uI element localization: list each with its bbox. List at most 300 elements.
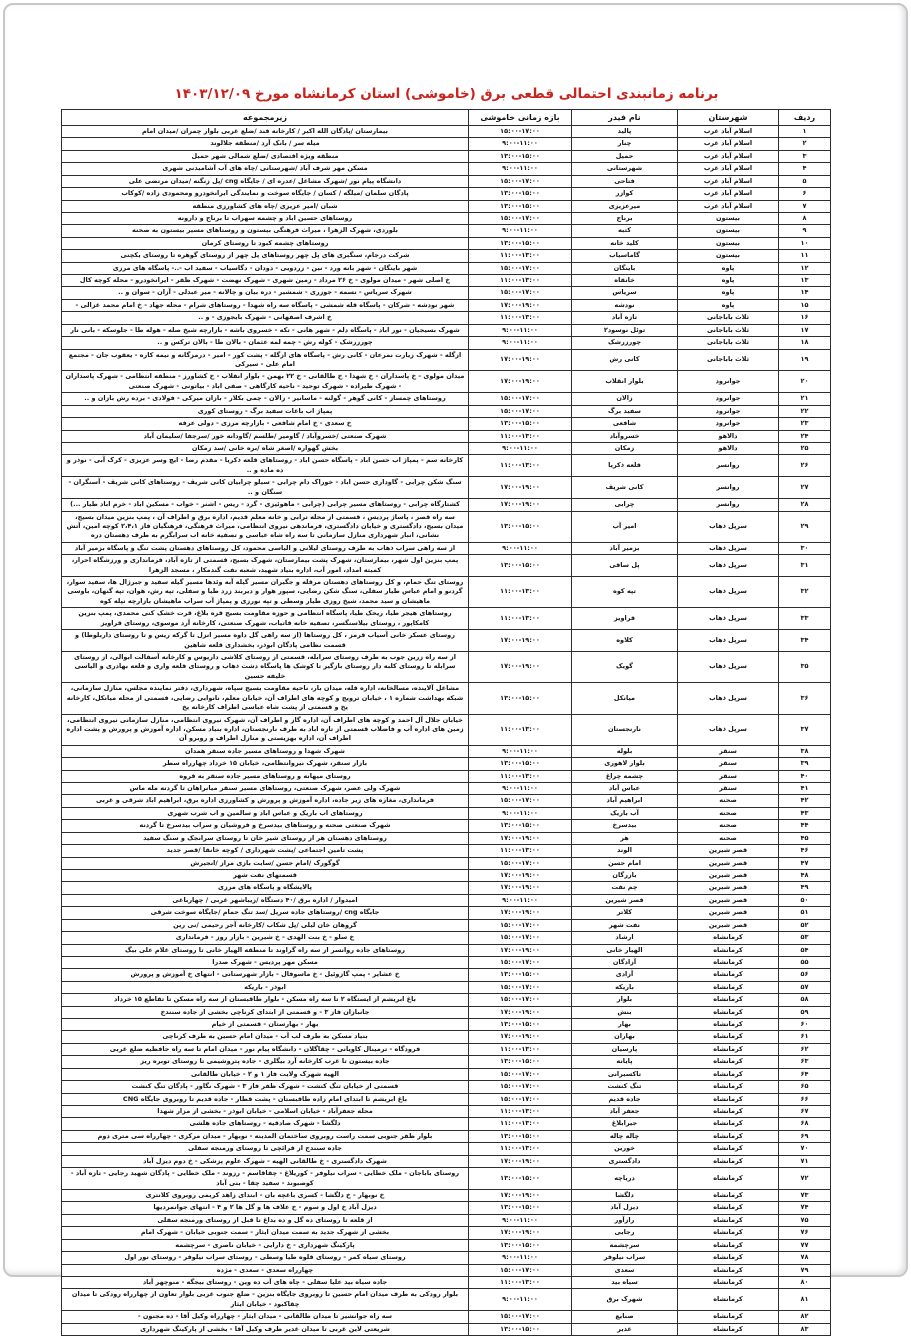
cell-details: خ اصلی شهر - میدان مولوی - خ ۲۶ مرداد - زمین شهری - شهرک نهضت - شهرک ظفر - ایرانخودرو - محله کوچه کال — [62, 275, 469, 287]
table-row — [62, 919, 831, 931]
cell-time: ۱۳:۰۰-۱۵:۰۰ — [469, 200, 572, 212]
cell-no: ۹ — [779, 225, 831, 237]
cell-feeder: بزمیر آباد — [572, 542, 678, 554]
cell-feeder: گاماسیاب — [572, 250, 678, 262]
cell-no: ۷ — [779, 200, 831, 212]
cell-details: قسمتی از خیابان تنگ کنشت - شهرک ظفر فاز ۳ - شهرک نگاور - پادگان تنگ کنشت — [62, 1081, 469, 1093]
cell-feeder: الوند — [572, 845, 678, 857]
cell-time: ۹:۰۰-۱۱:۰۰ — [469, 138, 572, 150]
cell-no: ۴۷ — [779, 857, 831, 869]
page-title: برنامه زمانبندی احتمالی قطعی برق (خاموشی) استان کرمانشاه مورخ ۱۴۰۳/۱۲/۰۹ — [174, 86, 719, 102]
cell-time: ۱۵:۰۰-۱۷:۰۰ — [469, 1264, 572, 1276]
cell-feeder: بلوار انقلاب — [572, 371, 678, 393]
cell-details: محله جعفرآباد - خیابان اسلامی - خیابان ابوذر - بخشی از مزار شهدا — [62, 1106, 469, 1118]
table-row — [62, 1202, 831, 1214]
cell-details: شهرک سریاس - نسمه - جوزری - شمشیر - دره بیان و چالانه - میر عبدلی - آزان - سوان و .. — [62, 287, 469, 299]
cell-feeder: سفید برگ — [572, 405, 678, 417]
cell-feeder: کانی شریف — [572, 477, 678, 499]
cell-county: کرمانشاه — [678, 1276, 779, 1288]
cell-time: ۱۵:۰۰-۱۷:۰۰ — [469, 393, 572, 405]
cell-feeder: چشمه چراغ — [572, 770, 678, 782]
table-row — [62, 683, 831, 714]
cell-time: ۱۳:۰۰-۱۵:۰۰ — [469, 758, 572, 770]
table-row — [62, 832, 831, 844]
cell-details: از سه راه زرین جوب به طرف روستای سرابله، قسمتی از روستای کلاشی داریوس و کارخانه آسفالت ابوالی، از روستای سرابله تا روستای کلبه دار روستای بازگیر تا کوشک ها پاسگاه دشت ذهاب و روستای قلعه واری و قلعه بهادری و الیاسی خلیفه حسین — [62, 651, 469, 682]
cell-county: پاوه — [678, 287, 779, 299]
cell-county: جوانرود — [678, 371, 779, 393]
cell-feeder: بیدسرخ — [572, 820, 678, 832]
table-row — [62, 430, 831, 442]
cell-feeder: بلوار — [572, 994, 678, 1006]
table-row — [62, 577, 831, 608]
table-row — [62, 608, 831, 630]
table-row — [62, 1143, 831, 1155]
cell-no: ۱۸ — [779, 337, 831, 349]
cell-county: کرمانشاه — [678, 1227, 779, 1239]
cell-details: بخش گهواره /اصغر شاه /بره خانی /سد زمکان — [62, 442, 469, 454]
table-row — [62, 349, 831, 371]
table-row — [62, 1043, 831, 1055]
cell-feeder: شهرستانی — [572, 163, 678, 175]
cell-feeder: جعفر آباد — [572, 1106, 678, 1118]
cell-feeder: حمیل — [572, 150, 678, 162]
cell-no: ۵۸ — [779, 994, 831, 1006]
cell-county: کرمانشاه — [678, 1239, 779, 1251]
cell-time: ۹:۰۰-۱۱:۰۰ — [469, 807, 572, 819]
cell-feeder: پل ساقی — [572, 555, 678, 577]
cell-feeder: بلوله — [572, 745, 678, 757]
cell-details: باغ ابریشم از ایستگاه ۲ تا سه راه مسکن - بلوار طاقبستان از سه راه مسکن تا تقاطع ۱۵ خرداد — [62, 994, 469, 1006]
cell-details: از سه راهی سراب ذهاب به طرف روستای لیلانی و الیاسی محمود، کل روستاهای دهستان پشت تنگ و پاسگاه بزمیر آباد — [62, 542, 469, 554]
table-row — [62, 212, 831, 224]
cell-time: ۱۱:۰۰-۱۳:۰۰ — [469, 577, 572, 608]
cell-feeder: میانکل — [572, 683, 678, 714]
cell-no: ۷۷ — [779, 1239, 831, 1251]
cell-no: ۵۷ — [779, 981, 831, 993]
cell-details: فرمانداری، مغازه های زیر جاده، اداره آموزش و پرورش و کشاورزی اداره برق، ابراهیم اباد شرقی و غربی — [62, 795, 469, 807]
cell-no: ۱۱ — [779, 250, 831, 262]
column-header-time: بازه زمانی خاموشی — [469, 110, 572, 126]
cell-county: صحنه — [678, 795, 779, 807]
cell-county: کرمانشاه — [678, 1019, 779, 1031]
cell-feeder: قراویز — [572, 608, 678, 630]
cell-feeder: سریاس — [572, 287, 678, 299]
table-row — [62, 745, 831, 757]
cell-details: کشتارگاه چرابی - روستاهای مسیر چرابی (چرابی - ماهوئیزی - گرد - ریس - اشنر - خواب - مسکین اباد - خرم اباد طیار ...) — [62, 499, 469, 511]
cell-feeder: شهرک برق — [572, 1289, 678, 1311]
cell-time: ۱۷:۰۰-۱۹:۰۰ — [469, 944, 572, 956]
table-row — [62, 455, 831, 477]
cell-county: جوانرود — [678, 418, 779, 430]
cell-county: صحنه — [678, 820, 779, 832]
table-header — [62, 110, 831, 126]
cell-details: شهرک شهدا و روستاهای مسیر جاده سنقر همدان — [62, 745, 469, 757]
cell-county: پاوه — [678, 299, 779, 311]
cell-no: ۳۱ — [779, 555, 831, 577]
cell-time: ۱۳:۰۰-۱۵:۰۰ — [469, 511, 572, 542]
table-row — [62, 299, 831, 311]
cell-county: دالاهو — [678, 442, 779, 454]
cell-county: کرمانشاه — [678, 1202, 779, 1214]
table-row — [62, 1276, 831, 1288]
cell-details: امیدوار / اداره برق /۴۰ دستگاه /زیباشهر غربی / چهارباغی — [62, 894, 469, 906]
cell-details: بخشی از شهرک جدید به سمت میدان ایثار - سمت جنوبی خیابان - شهرک امام — [62, 1227, 469, 1239]
cell-no: ۶۴ — [779, 1068, 831, 1080]
cell-time: ۱۵:۰۰-۱۷:۰۰ — [469, 126, 572, 138]
cell-time: ۹:۰۰-۱۱:۰۰ — [469, 163, 572, 175]
cell-no: ۷۳ — [779, 1189, 831, 1201]
cell-feeder: خسروآباد — [572, 430, 678, 442]
table-row — [62, 287, 831, 299]
cell-details: مسکن مهر پردیس - شهرک صدرا — [62, 956, 469, 968]
table-body — [62, 126, 831, 1336]
cell-county: اسلام آباد غرب — [678, 138, 779, 150]
cell-county: سرپل ذهاب — [678, 608, 779, 630]
cell-feeder: سیاه بید — [572, 1276, 678, 1288]
table-row — [62, 511, 831, 542]
cell-county: کرمانشاه — [678, 1118, 779, 1130]
cell-time: ۹:۰۰-۱۱:۰۰ — [469, 1214, 572, 1226]
cell-time: ۱۷:۰۰-۱۹:۰۰ — [469, 832, 572, 844]
cell-feeder: زمکان — [572, 442, 678, 454]
table-row — [62, 1031, 831, 1043]
cell-feeder: بازرگان — [572, 870, 678, 882]
table-row — [62, 651, 831, 682]
cell-feeder: گویک — [572, 651, 678, 682]
cell-details: مشاغل آلاینده، مسالخانه، اداره قله، میدان بار، ناحیه مقاومت بسیج سپاه، شهرداری، دفتر نماینده مجلس، منازل سازمانی، شبکه بهداشت شماره ۱ ، خیابان ترویج و کوچه های اطراف آن، خیابان معلم، نانوایی رضایی، قسمتی از محله میانکل، کارخانه یخ و قسمتی از پشت شاه عباسی اطراف کارخانه یخ — [62, 683, 469, 714]
table-row — [62, 324, 831, 336]
table-row — [62, 1068, 831, 1080]
cell-details: دانشگاه پیام نور /شهرک مشاغل /عدره ای / جایگاه cng /پل زنگنه /میدان مرتضی علی — [62, 175, 469, 187]
cell-details: شریعتی لاین غربی تا میدان غدیر طرف وکیل آقا - بخشی از پارکینگ شهرداری — [62, 1323, 469, 1335]
cell-details: پارکینگ شهرداری - خ دارایی - خیابان ناصری - سرچشمه — [62, 1239, 469, 1251]
cell-details: گوگورک /امام حسن /سایت بازی مراز /انجیرش — [62, 857, 469, 869]
cell-no: ۵۰ — [779, 894, 831, 906]
cell-county: بیستون — [678, 225, 779, 237]
cell-time: ۱۱:۰۰-۱۳:۰۰ — [469, 1276, 572, 1288]
table-row — [62, 1093, 831, 1105]
cell-no: ۷۱ — [779, 1155, 831, 1167]
cell-county: کرمانشاه — [678, 1143, 779, 1155]
cell-county: سنقر — [678, 758, 779, 770]
cell-feeder: ارشاد — [572, 932, 678, 944]
cell-no: ۶۱ — [779, 1031, 831, 1043]
cell-feeder: هر — [572, 832, 678, 844]
cell-no: ۳۶ — [779, 683, 831, 714]
table-row — [62, 932, 831, 944]
cell-time: ۱۵:۰۰-۱۷:۰۰ — [469, 981, 572, 993]
cell-time: ۱۵:۰۰-۱۷:۰۰ — [469, 212, 572, 224]
cell-no: ۷۲ — [779, 1168, 831, 1190]
table-row — [62, 714, 831, 745]
cell-feeder: امام حسن — [572, 857, 678, 869]
cell-no: ۲۶ — [779, 455, 831, 477]
cell-time: ۱۵:۰۰-۱۷:۰۰ — [469, 956, 572, 968]
cell-details: شهرک ولی عصر، شهرک صنعتی، روستاهای مسیر سنقر میانراهان تا گردنه مله ماس — [62, 783, 469, 795]
cell-feeder: امیر آب — [572, 511, 678, 542]
cell-no: ۴۰ — [779, 770, 831, 782]
cell-time: ۱۱:۰۰-۱۳:۰۰ — [469, 845, 572, 857]
table-row — [62, 1081, 831, 1093]
table-row — [62, 337, 831, 349]
column-header-details: زیرمجموعه — [62, 110, 469, 126]
cell-details: جاده بیستون تا غرب کارخانه آرد بیگلری - جاده پتروشیمی تا روستای توبره ریز — [62, 1056, 469, 1068]
cell-no: ۳۳ — [779, 608, 831, 630]
cell-time: ۱۵:۰۰-۱۷:۰۰ — [469, 287, 572, 299]
table-row — [62, 820, 831, 832]
cell-details: پمپاژ اب باغات سفید برگ - روستای کوری — [62, 405, 469, 417]
table-row — [62, 1006, 831, 1018]
cell-no: ۱۲ — [779, 262, 831, 274]
cell-feeder: غدیر — [572, 1323, 678, 1335]
cell-time: ۱۳:۰۰-۱۵:۰۰ — [469, 683, 572, 714]
cell-feeder: جاده قدیم — [572, 1093, 678, 1105]
table-row — [62, 795, 831, 807]
cell-time: ۱۳:۰۰-۱۵:۰۰ — [469, 188, 572, 200]
cell-no: ۶۸ — [779, 1118, 831, 1130]
cell-time: ۱۳:۰۰-۱۵:۰۰ — [469, 237, 572, 249]
table-row — [62, 758, 831, 770]
cell-no: ۵۲ — [779, 919, 831, 931]
cell-no: ۵ — [779, 175, 831, 187]
cell-details: روستاهای اب باریک و عباس اباد و سالمین و اب شرب شهری — [62, 807, 469, 819]
cell-county: سرپل ذهاب — [678, 651, 779, 682]
table-row — [62, 845, 831, 857]
cell-feeder: باریکه — [572, 981, 678, 993]
cell-no: ۱۹ — [779, 349, 831, 371]
cell-details: میله سر / بانک آرد /منطقه جلالوند — [62, 138, 469, 150]
table-row — [62, 956, 831, 968]
cell-feeder: خانقاه — [572, 275, 678, 287]
column-header-feeder: نام فیدر — [572, 110, 678, 126]
table-row — [62, 1118, 831, 1130]
cell-county: اسلام آباد غرب — [678, 175, 779, 187]
cell-county: روانسر — [678, 499, 779, 511]
cell-details: شهرک بسیجیان - نور اباد - پاسگاه دلم - شهر هانی - تکه - خسروی باشه - بازارچه شیخ صله - هوله طا - جلوسکه - بانی نار — [62, 324, 469, 336]
cell-county: اسلام آباد غرب — [678, 200, 779, 212]
cell-county: قصر شیرین — [678, 894, 779, 906]
cell-county: کرمانشاه — [678, 1289, 779, 1311]
cell-no: ۱۰ — [779, 237, 831, 249]
cell-county: جوانرود — [678, 405, 779, 417]
cell-time: ۱۱:۰۰-۱۳:۰۰ — [469, 312, 572, 324]
cell-county: سرپل ذهاب — [678, 683, 779, 714]
cell-feeder: سعدی — [572, 1264, 678, 1276]
table-row — [62, 542, 831, 554]
cell-details: روستای تنگ حمام، و کل روستاهای دهستان مرقله و جگیران مسیر گیله آبه وئدها مسیر گیله سفید و جبرژال ها، سفید سوار، گردنو و امام عباس طیار سفلی، سنگ شکن رضایی، سپور هوار و دیربند زرد طیا و سفلی، تپه رش، هوان، تپه گنهان، باوسی ماهیشان و سید محمد، شیخ روزی طیار وسطی و تپه نورزی و پمپاژ آب سراب ماهیشان بازارچه تپله کوه — [62, 577, 469, 608]
cell-time: ۱۵:۰۰-۱۷:۰۰ — [469, 1068, 572, 1080]
cell-details: شهرک صنعتی /خسروآباد / گاومیر /طلسم /گاودانه خور /سرجفا /سلیمان آباد — [62, 430, 469, 442]
cell-feeder: صنایع — [572, 1311, 678, 1323]
table-row — [62, 477, 831, 499]
cell-no: ۳۹ — [779, 758, 831, 770]
cell-time: ۱۱:۰۰-۱۳:۰۰ — [469, 1143, 572, 1155]
table-row — [62, 371, 831, 393]
cell-time: ۱۵:۰۰-۱۷:۰۰ — [469, 1311, 572, 1323]
cell-time: ۱۷:۰۰-۱۹:۰۰ — [469, 630, 572, 652]
cell-feeder: عباس آباد — [572, 783, 678, 795]
cell-time: ۱۷:۰۰-۱۹:۰۰ — [469, 371, 572, 393]
cell-details: بلوردی، شهرک الزهرا ، میراث فرهنگی بیستون و روستاهای مسیر بیستون به صحنه — [62, 225, 469, 237]
cell-no: ۵۵ — [779, 956, 831, 968]
cell-county: روانسر — [678, 455, 779, 477]
cell-feeder: بلوار لاهوری — [572, 758, 678, 770]
cell-details: روستای عسکر خانی آسیاب قرمز ، کل روستاها (از سه راهی گل داوه مسیر انزل تا گرکه ریس و تا روستای داربلوطا) و قسمت نظامی پادگان ابوذر، بخشداری قلعه شاهین — [62, 630, 469, 652]
cell-time: ۹:۰۰-۱۱:۰۰ — [469, 337, 572, 349]
cell-details: شهرک دادگستری - خ طالقانی الهیه - شهرک علوم پزشکی - خ دوم دیزل آباد — [62, 1155, 469, 1167]
cell-details: خ سلو - خ بنت الهدی - خ شیرین - بازار روز - فرمانداری — [62, 932, 469, 944]
cell-county: سنقر — [678, 770, 779, 782]
cell-county: کرمانشاه — [678, 1214, 779, 1226]
cell-feeder: کلاتر — [572, 907, 678, 919]
cell-time: ۱۷:۰۰-۱۹:۰۰ — [469, 870, 572, 882]
cell-feeder: ابراهیم آباد — [572, 795, 678, 807]
cell-time: ۹:۰۰-۱۱:۰۰ — [469, 225, 572, 237]
cell-no: ۲۳ — [779, 418, 831, 430]
cell-county: صحنه — [678, 832, 779, 844]
cell-details: شبان /امیر عزیزی /چاه های کشاورزی منطقه — [62, 200, 469, 212]
cell-county: جوانرود — [678, 393, 779, 405]
column-header-no: ردیف — [779, 110, 831, 126]
cell-county: کرمانشاه — [678, 932, 779, 944]
cell-time: ۹:۰۰-۱۱:۰۰ — [469, 745, 572, 757]
cell-county: کرمانشاه — [678, 1168, 779, 1190]
cell-details: چهارراه سعدی - سعدی - مژده — [62, 1264, 469, 1276]
cell-no: ۶۰ — [779, 1019, 831, 1031]
cell-county: قصر شیرین — [678, 857, 779, 869]
cell-time: ۱۱:۰۰-۱۳:۰۰ — [469, 275, 572, 287]
cell-county: کرمانشاه — [678, 969, 779, 981]
cell-county: دالاهو — [678, 430, 779, 442]
cell-no: ۱۷ — [779, 324, 831, 336]
cell-no: ۳۵ — [779, 651, 831, 682]
cell-time: ۱۱:۰۰-۱۳:۰۰ — [469, 714, 572, 745]
cell-no: ۴۶ — [779, 845, 831, 857]
cell-details: روستاهای هیجر طیا، ریحک طیا، پاسگاه انتظامی و حوزه مقاومت بسیج قره بلاغ، قرت خشک کنی محمدی، پمپ بنزین کامکاپور ، روستای بیلاسنگسر، تصفیه خانه قاتیاب، شهرک صنعتی، کارخانه آرد موسوی، روستای قراویز — [62, 608, 469, 630]
cell-feeder: تنگ کنشت — [572, 1081, 678, 1093]
cell-no: ۸۳ — [779, 1323, 831, 1335]
cell-feeder: شافعی — [572, 418, 678, 430]
cell-details: جایگاه cng /روستاهای جاده سرپل /سد تنگ حمام /جایگاه سوخت شرقی — [62, 907, 469, 919]
table-row — [62, 1189, 831, 1201]
cell-details: سنگ شکن چرابی - گاوداری حسن اباد - خوراک دام چرابی - سیلو چرابیان کانی شریف - روستاهای کانی شریف - آسنگران - سنگان و .. — [62, 477, 469, 499]
table-row — [62, 237, 831, 249]
table-row — [62, 1130, 831, 1142]
cell-time: ۱۷:۰۰-۱۹:۰۰ — [469, 1155, 572, 1167]
cell-feeder: رجایی — [572, 1227, 678, 1239]
cell-county: کرمانشاه — [678, 1056, 779, 1068]
cell-time: ۱۵:۰۰-۱۷:۰۰ — [469, 932, 572, 944]
table-row — [62, 275, 831, 287]
cell-time: ۱۷:۰۰-۱۹:۰۰ — [469, 907, 572, 919]
cell-county: قصر شیرین — [678, 845, 779, 857]
cell-county: قصر شیرین — [678, 870, 779, 882]
cell-county: کرمانشاه — [678, 1106, 779, 1118]
cell-feeder: فتاحی — [572, 175, 678, 187]
cell-feeder: خورین — [572, 1143, 678, 1155]
cell-feeder: پایانه — [572, 1056, 678, 1068]
cell-no: ۵۳ — [779, 932, 831, 944]
table-row — [62, 499, 831, 511]
cell-no: ۲۸ — [779, 499, 831, 511]
cell-feeder: نارنجستان — [572, 714, 678, 745]
cell-details: روستاهای دهستان هر از روستای شیر خان تا روستای سرانجک و سنگ سفید — [62, 832, 469, 844]
cell-details: پادگان سلمان /میلگه / کسان / جایگاه سوخت و نمایندگی ایرانخودرو ومحمودی زاده /کوکاب — [62, 188, 469, 200]
table-row — [62, 418, 831, 430]
cell-feeder: تاکسیرانی — [572, 1068, 678, 1080]
cell-details: روستاهای چمساز - کانی گوهر - گولنه - ماسانیر - زالان - چمی بکلار - بازان میرکی - فولادی - برده رش بازان و .. — [62, 393, 469, 405]
cell-county: کرمانشاه — [678, 1311, 779, 1323]
cell-details: سه راه قصر ، پاساژ پردیس ، قسمتی از محله ترابی و خانه معلم قدیم، اداره برق و اطراف آن ، پمپ بنزین میدان بسیج، میدان بسیج، دادگستری و خیابان دادگستری، فرماندهی نیروی انتظامی، میراث فرهنگی، فرهنگیان فاز ۲،۴،۱ کوچه امین، آتش نشانی، انبار شهرداری منازل سازمانی تا سه راه شاه عباسی و تصفیه خانه اب سرابگرم به طرف دهستان دره — [62, 511, 469, 542]
table-row — [62, 225, 831, 237]
cell-time: ۱۵:۰۰-۱۷:۰۰ — [469, 405, 572, 417]
table-row — [62, 857, 831, 869]
cell-no: ۶۹ — [779, 1130, 831, 1142]
cell-no: ۲ — [779, 138, 831, 150]
cell-feeder: بهار — [572, 1019, 678, 1031]
table-row — [62, 944, 831, 956]
cell-time: ۱۵:۰۰-۱۷:۰۰ — [469, 1081, 572, 1093]
cell-details: پالایشگاه و پاسگاه های مرزی — [62, 882, 469, 894]
table-row — [62, 894, 831, 906]
cell-no: ۶ — [779, 188, 831, 200]
cell-details: روستاهای جاده روانسر از سه راه گراوند تا منطقه الهیار خانی تا روستای غلام علی بیگ — [62, 944, 469, 956]
cell-feeder: چورزرشک — [572, 337, 678, 349]
cell-no: ۴۳ — [779, 807, 831, 819]
cell-feeder: زالان — [572, 393, 678, 405]
cell-time: ۱۷:۰۰-۱۹:۰۰ — [469, 1031, 572, 1043]
cell-details: دیزل آباد خ اول و سوم - خ علاف ها و گل ها ۲ و ۴ - انتهای جوانمردیها — [62, 1202, 469, 1214]
cell-county: سنقر — [678, 745, 779, 757]
cell-feeder: سراب نیلوفر — [572, 1252, 678, 1264]
cell-no: ۲۰ — [779, 371, 831, 393]
cell-county: سرپل ذهاب — [678, 577, 779, 608]
cell-county: کرمانشاه — [678, 1006, 779, 1018]
cell-feeder: سرچشمه — [572, 1239, 678, 1251]
table-row — [62, 312, 831, 324]
cell-time: ۱۳:۰۰-۱۵:۰۰ — [469, 1168, 572, 1190]
cell-no: ۱ — [779, 126, 831, 138]
cell-time: ۱۳:۰۰-۱۵:۰۰ — [469, 1323, 572, 1335]
cell-feeder: قصر شیرین — [572, 894, 678, 906]
table-row — [62, 1214, 831, 1226]
cell-county: کرمانشاه — [678, 981, 779, 993]
cell-feeder: چم نفت — [572, 882, 678, 894]
cell-time: ۹:۰۰-۱۱:۰۰ — [469, 542, 572, 554]
cell-details: قسمتهای نفت شهر — [62, 870, 469, 882]
cell-feeder: چاله چاله — [572, 1130, 678, 1142]
cell-no: ۲۷ — [779, 477, 831, 499]
cell-feeder: آزادی — [572, 969, 678, 981]
cell-details: بازار سنقر، شهرک نیروانتظامی، خیابان ۱۵ خرداد چهارراه سطر — [62, 758, 469, 770]
table-row — [62, 250, 831, 262]
cell-feeder: پالید — [572, 126, 678, 138]
table-row — [62, 1227, 831, 1239]
cell-time: ۱۳:۰۰-۱۵:۰۰ — [469, 555, 572, 577]
cell-no: ۴۹ — [779, 882, 831, 894]
cell-time: ۱۵:۰۰-۱۷:۰۰ — [469, 262, 572, 274]
cell-details: سه راه جوانشیر تا میدان طالقانی - میدان ایثار - چهارراه وکیل آقا - ده مجنون - — [62, 1311, 469, 1323]
cell-no: ۷۵ — [779, 1214, 831, 1226]
cell-county: اسلام آباد غرب — [678, 163, 779, 175]
cell-county: قصر شیرین — [678, 882, 779, 894]
cell-feeder: دادگستری — [572, 1155, 678, 1167]
cell-county: کرمانشاه — [678, 1264, 779, 1276]
table-row — [62, 150, 831, 162]
cell-details: روستاهای چشمه کبود تا روستای کرمان — [62, 237, 469, 249]
cell-details: جاده سنندج از قرائچی تا روستای ورمنجه سفلی — [62, 1143, 469, 1155]
cell-details: ازگله - شهرک زیارت نمرعان - کانی رش - پاسگاه های ازگله - پشت کور - امیر - درمزگانه و نیمه کاره - یعقوب جان - مجتمع امام علی - سیرکی — [62, 349, 469, 371]
